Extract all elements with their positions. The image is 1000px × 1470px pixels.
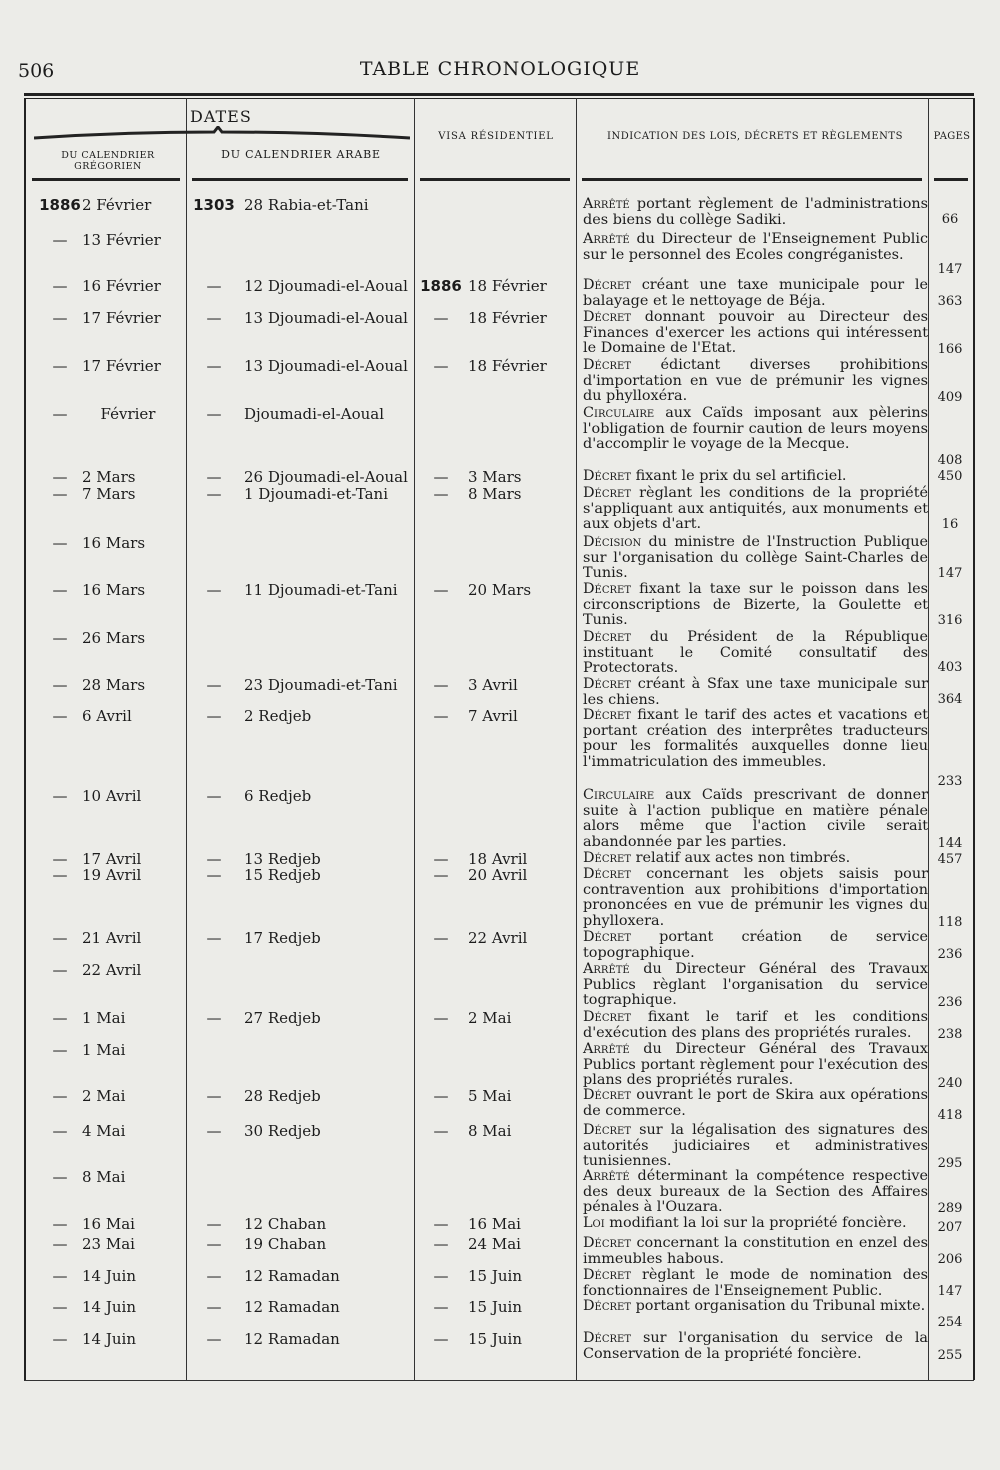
arab-date: 1 Djoumadi-et-Tani xyxy=(244,485,388,503)
entry-text: sur la légalisation des signatures des autorités judiciaires et administratives tunisiennes. xyxy=(583,1122,929,1170)
entry-description xyxy=(583,630,928,677)
page-reference: 289 xyxy=(937,1201,963,1216)
gregorian-date: 16 Mai xyxy=(82,1215,135,1233)
visa-year: — xyxy=(433,1087,449,1105)
arab-date: 28 Rabia-et-Tani xyxy=(244,196,369,214)
arab-date: 30 Redjeb xyxy=(244,1122,321,1140)
arab-date: 23 Djoumadi-et-Tani xyxy=(244,676,398,694)
gregorian-year: — xyxy=(52,1168,68,1186)
gregorian-date: 13 Février xyxy=(82,231,161,249)
gregorian-date: 28 Mars xyxy=(82,676,146,694)
entry-keyword: Circulaire xyxy=(583,405,655,421)
arab-date: 27 Redjeb xyxy=(244,1009,321,1027)
arab-date: 13 Djoumadi-el-Aoual xyxy=(244,309,408,327)
entry-description xyxy=(583,1331,928,1362)
entry-text: modifiant la loi sur la propriété foncière. xyxy=(609,1215,907,1231)
arab-year: — xyxy=(206,707,222,725)
visa-date: 15 Juin xyxy=(468,1267,522,1285)
entry-keyword: Arrêté xyxy=(583,231,630,247)
entry-description xyxy=(583,867,928,929)
entry-keyword: Arrêté xyxy=(583,196,630,212)
entry-description xyxy=(583,1088,928,1119)
entry-keyword: Décision xyxy=(583,534,642,550)
visa-date: 18 Février xyxy=(468,357,547,375)
page-reference: 255 xyxy=(937,1348,963,1363)
visa-year: — xyxy=(433,357,449,375)
page-reference: 418 xyxy=(937,1108,963,1123)
gregorian-date: 19 Avril xyxy=(82,866,142,884)
entry-text: aux Caïds imposant aux pèlerins l'obligation de fournir caution de leurs moyens d'accomplir le voyage de la Mecque. xyxy=(583,405,929,453)
entry-description xyxy=(583,1268,928,1299)
header-rule xyxy=(582,178,922,181)
arab-date: 15 Redjeb xyxy=(244,866,321,884)
gregorian-date: 17 Avril xyxy=(82,850,142,868)
arab-year: — xyxy=(206,850,222,868)
visa-date: 18 Février xyxy=(468,277,547,295)
arab-date: 12 Djoumadi-el-Aoual xyxy=(244,277,408,295)
arab-date: 2 Redjeb xyxy=(244,707,312,725)
entry-text: portant règlement de l'administrations des biens du collège Sadiki. xyxy=(583,196,929,228)
gregorian-date: 2 Mars xyxy=(82,468,136,486)
dates-brace xyxy=(34,126,410,140)
entry-keyword: Arrêté xyxy=(583,1041,630,1057)
gregorian-year: — xyxy=(52,357,68,375)
gregorian-year: — xyxy=(52,1215,68,1233)
page-reference: 240 xyxy=(937,1076,963,1091)
entry-keyword: Décret xyxy=(583,485,631,501)
entry-text: aux Caïds prescrivant de donner suite à l'action publique en matière pénale alors même que l'action civile serait abandonnée par les parties. xyxy=(583,787,928,850)
page-reference: 166 xyxy=(937,342,963,357)
arab-date: 19 Chaban xyxy=(244,1235,327,1253)
visa-year: — xyxy=(433,1298,449,1316)
arab-date: 12 Ramadan xyxy=(244,1267,340,1285)
table-right-border xyxy=(973,98,975,1380)
gregorian-year: — xyxy=(52,231,68,249)
visa-date: 16 Mai xyxy=(468,1215,521,1233)
page-reference: 66 xyxy=(941,212,959,227)
visa-date: 18 Février xyxy=(468,309,547,327)
gregorian-date: 8 Mai xyxy=(82,1168,126,1186)
gregorian-date: 1 Mai xyxy=(82,1041,126,1059)
gregorian-date: 14 Juin xyxy=(82,1298,136,1316)
page-reference: 408 xyxy=(937,453,963,468)
entry-keyword: Décret xyxy=(583,866,631,882)
entry-description xyxy=(583,1169,928,1216)
entry-description xyxy=(583,851,928,867)
header-rule xyxy=(420,178,570,181)
header-rule xyxy=(32,178,180,181)
visa-year: — xyxy=(433,676,449,694)
gregorian-year: — xyxy=(52,405,68,423)
entry-description xyxy=(583,1123,928,1170)
gregorian-date: 2 Mai xyxy=(82,1087,126,1105)
entry-keyword: Décret xyxy=(583,1235,631,1251)
arab-year: — xyxy=(206,1122,222,1140)
entry-keyword: Décret xyxy=(583,629,631,645)
page-reference: 147 xyxy=(937,1284,963,1299)
visa-date: 15 Juin xyxy=(468,1298,522,1316)
visa-date: 2 Mai xyxy=(468,1009,512,1027)
entry-description xyxy=(583,358,928,405)
entry-description xyxy=(583,582,928,629)
entry-description xyxy=(583,310,928,357)
page-reference: 316 xyxy=(937,613,963,628)
arab-date: 12 Ramadan xyxy=(244,1298,340,1316)
gregorian-date: 10 Avril xyxy=(82,787,142,805)
entry-text: concernant les objets saisis pour contravention aux prohibitions d'importation prononcées en vue de prémunir les vignes du phylloxera. xyxy=(583,866,928,929)
visa-year: — xyxy=(433,1330,449,1348)
arab-date: 13 Redjeb xyxy=(244,850,321,868)
visa-date: 22 Avril xyxy=(468,929,528,947)
arab-year: — xyxy=(206,277,222,295)
gregorian-date: 21 Avril xyxy=(82,929,142,947)
visa-date: 24 Mai xyxy=(468,1235,521,1253)
entry-text: créant une taxe municipale pour le balayage et le nettoyage de Béja. xyxy=(583,277,928,309)
visa-date: 8 Mars xyxy=(468,485,522,503)
entry-keyword: Décret xyxy=(583,581,631,597)
gregorian-date: 14 Juin xyxy=(82,1330,136,1348)
visa-date: 20 Mars xyxy=(468,581,532,599)
entry-keyword: Décret xyxy=(583,309,631,325)
entry-text: fixant la taxe sur le poisson dans les circonscriptions de Bizerte, la Goulette et Tunis. xyxy=(583,581,928,629)
table-top-rule xyxy=(24,93,974,96)
entry-keyword: Décret xyxy=(583,929,631,945)
entry-text: relatif aux actes non timbrés. xyxy=(635,850,851,866)
gregorian-year: — xyxy=(52,629,68,647)
visa-year: — xyxy=(433,485,449,503)
arab-date: 26 Djoumadi-el-Aoual xyxy=(244,468,408,486)
page-reference: 16 xyxy=(941,517,959,532)
gregorian-year: — xyxy=(52,534,68,552)
arab-date: 28 Redjeb xyxy=(244,1087,321,1105)
gregorian-year: — xyxy=(52,485,68,503)
entry-keyword: Circulaire xyxy=(583,787,655,803)
header-pages: PAGES xyxy=(933,131,971,142)
entry-description xyxy=(583,1042,928,1089)
entry-description xyxy=(583,232,928,263)
gregorian-year: — xyxy=(52,1041,68,1059)
page-reference: 364 xyxy=(937,692,963,707)
arab-year: — xyxy=(206,787,222,805)
gregorian-year: — xyxy=(52,309,68,327)
entry-text: concernant la constitution en enzel des immeubles habous. xyxy=(583,1235,928,1267)
gregorian-date: 7 Mars xyxy=(82,485,136,503)
visa-date: 15 Juin xyxy=(468,1330,522,1348)
entry-keyword: Décret xyxy=(583,468,631,484)
entry-text: du Directeur Général des Travaux Publics portant règlement pour l'exécution des plans des propriétés rurales. xyxy=(583,1041,928,1089)
gregorian-year: 1886 xyxy=(39,196,81,214)
visa-date: 7 Avril xyxy=(468,707,518,725)
page-reference: 457 xyxy=(937,852,963,867)
gregorian-year: — xyxy=(52,1267,68,1285)
page-reference: 254 xyxy=(937,1315,963,1330)
page-reference: 450 xyxy=(937,469,963,484)
visa-year: — xyxy=(433,1009,449,1027)
arab-year: — xyxy=(206,1009,222,1027)
entry-keyword: Décret xyxy=(583,1267,631,1283)
gregorian-date: 17 Février xyxy=(82,309,161,327)
entry-keyword: Décret xyxy=(583,1330,631,1346)
entry-description xyxy=(583,677,928,708)
entry-text: ouvrant le port de Skira aux opérations de commerce. xyxy=(583,1087,929,1119)
entry-description xyxy=(583,535,928,582)
page-title: TABLE CHRONOLOGIQUE xyxy=(359,58,641,80)
entry-keyword: Décret xyxy=(583,357,631,373)
table-left-border xyxy=(24,98,26,1380)
column-divider xyxy=(414,98,415,1380)
gregorian-date: 16 Mars xyxy=(82,534,146,552)
entry-keyword: Décret xyxy=(583,1122,631,1138)
page-reference: 144 xyxy=(937,836,963,851)
gregorian-year: — xyxy=(52,929,68,947)
entry-description xyxy=(583,486,928,533)
entry-text: fixant le prix du sel artificiel. xyxy=(635,468,847,484)
page-reference: 147 xyxy=(937,262,963,277)
gregorian-year: — xyxy=(52,961,68,979)
page-reference: 118 xyxy=(937,915,963,930)
page-reference: 233 xyxy=(937,774,963,789)
visa-date: 5 Mai xyxy=(468,1087,512,1105)
entry-text: portant organisation du Tribunal mixte. xyxy=(635,1298,926,1314)
page-reference: 295 xyxy=(937,1156,963,1171)
entry-keyword: Décret xyxy=(583,277,631,293)
arab-year: — xyxy=(206,1215,222,1233)
arab-year: — xyxy=(206,929,222,947)
gregorian-year: — xyxy=(52,581,68,599)
arab-year: — xyxy=(206,676,222,694)
visa-year: — xyxy=(433,1215,449,1233)
visa-year: — xyxy=(433,866,449,884)
entry-keyword: Décret xyxy=(583,850,631,866)
entry-description xyxy=(583,708,928,770)
arab-year: — xyxy=(206,357,222,375)
page-reference: 363 xyxy=(937,294,963,309)
header-gregorian: DU CALENDRIER GRÉGORIEN xyxy=(61,150,155,172)
visa-year: 1886 xyxy=(420,277,462,295)
gregorian-year: — xyxy=(52,1330,68,1348)
entry-description xyxy=(583,1236,928,1267)
column-divider xyxy=(928,98,929,1380)
page-reference: 207 xyxy=(937,1220,963,1235)
table-bottom-rule xyxy=(24,1380,974,1381)
arab-date: 11 Djoumadi-et-Tani xyxy=(244,581,398,599)
entry-text: du ministre de l'Instruction Publique sur l'organisation du collège Saint-Charles de Tunis. xyxy=(583,534,928,582)
entry-keyword: Loi xyxy=(583,1215,605,1231)
entry-text: fixant le tarif des actes et vacations et portant création des interprêtes traducteurs pour les formalités auxquelles donne lieu l'immatriculation des immeubles. xyxy=(583,707,929,770)
gregorian-date: 14 Juin xyxy=(82,1267,136,1285)
header-arab: DU CALENDRIER ARABE xyxy=(221,148,381,161)
header-dates: DATES xyxy=(190,107,252,126)
visa-date: 3 Mars xyxy=(468,468,522,486)
entry-text: déterminant la compétence respective des deux bureaux de la Section des Affaires pénales à l'Ouzara. xyxy=(583,1168,928,1216)
gregorian-date: 1 Mai xyxy=(82,1009,126,1027)
gregorian-date: 2 Février xyxy=(82,196,152,214)
gregorian-year: — xyxy=(52,468,68,486)
visa-date: 20 Avril xyxy=(468,866,528,884)
entry-keyword: Décret xyxy=(583,1298,631,1314)
gregorian-date: 22 Avril xyxy=(82,961,142,979)
header-visa: VISA RÉSIDENTIEL xyxy=(438,131,554,142)
entry-text: portant création de service topographique. xyxy=(583,929,929,961)
entry-text: du Directeur de l'Enseignement Public sur le personnel des Ecoles congréganistes. xyxy=(583,231,928,263)
visa-date: 3 Avril xyxy=(468,676,518,694)
gregorian-date: Février xyxy=(100,405,156,423)
entry-text: fixant le tarif et les conditions d'exécution des plans des propriétés rurales. xyxy=(583,1009,928,1041)
entry-text: règlant les conditions de la propriété s'appliquant aux antiquités, aux monuments et aux objets d'art. xyxy=(583,485,929,533)
entry-text: du Directeur Général des Travaux Publics règlant l'organisation du service tographique. xyxy=(583,961,928,1009)
page-reference: 236 xyxy=(937,947,963,962)
arab-date: 12 Ramadan xyxy=(244,1330,340,1348)
entry-description xyxy=(583,962,928,1009)
entry-text: créant à Sfax une taxe municipale sur les chiens. xyxy=(583,676,928,708)
gregorian-year: — xyxy=(52,676,68,694)
gregorian-date: 17 Février xyxy=(82,357,161,375)
gregorian-year: — xyxy=(52,1122,68,1140)
entry-description xyxy=(583,1299,928,1315)
gregorian-date: 23 Mai xyxy=(82,1235,135,1253)
gregorian-year: — xyxy=(52,850,68,868)
gregorian-year: — xyxy=(52,787,68,805)
arab-year: — xyxy=(206,1330,222,1348)
entry-description xyxy=(583,930,928,961)
page-reference: 147 xyxy=(937,566,963,581)
entry-description xyxy=(583,278,928,309)
entry-keyword: Arrêté xyxy=(583,1168,630,1184)
header-rule xyxy=(192,178,408,181)
entry-keyword: Décret xyxy=(583,707,631,723)
entry-keyword: Arrêté xyxy=(583,961,630,977)
visa-year: — xyxy=(433,1267,449,1285)
arab-date: Djoumadi-el-Aoual xyxy=(244,405,385,423)
entry-description xyxy=(583,1216,928,1232)
arab-year: — xyxy=(206,1087,222,1105)
page-reference: 236 xyxy=(937,995,963,1010)
page-reference: 409 xyxy=(937,390,963,405)
arab-date: 12 Chaban xyxy=(244,1215,327,1233)
gregorian-year: — xyxy=(52,277,68,295)
visa-date: 8 Mai xyxy=(468,1122,512,1140)
entry-text: édictant diverses prohibitions d'importation en vue de prémunir les vignes du phylloxéra. xyxy=(583,357,928,405)
entry-description xyxy=(583,469,928,485)
arab-year: 1303 xyxy=(193,196,235,214)
header-rule xyxy=(934,178,968,181)
arab-year: — xyxy=(206,468,222,486)
page-reference: 238 xyxy=(937,1027,963,1042)
entry-text: sur l'organisation du service de la Conservation de la propriété foncière. xyxy=(583,1330,928,1362)
gregorian-year: — xyxy=(52,1009,68,1027)
arab-year: — xyxy=(206,1235,222,1253)
arab-date: 17 Redjeb xyxy=(244,929,321,947)
page-reference: 403 xyxy=(937,660,963,675)
visa-year: — xyxy=(433,850,449,868)
entry-description xyxy=(583,406,928,453)
visa-year: — xyxy=(433,929,449,947)
visa-year: — xyxy=(433,1122,449,1140)
column-divider xyxy=(186,98,187,1380)
arab-date: 6 Redjeb xyxy=(244,787,312,805)
entry-text: règlant le mode de nomination des fonctionnaires de l'Enseignement Public. xyxy=(583,1267,928,1299)
visa-year: — xyxy=(433,1235,449,1253)
gregorian-year: — xyxy=(52,1235,68,1253)
visa-year: — xyxy=(433,581,449,599)
arab-year: — xyxy=(206,866,222,884)
entry-keyword: Décret xyxy=(583,1087,631,1103)
gregorian-year: — xyxy=(52,1298,68,1316)
arab-year: — xyxy=(206,405,222,423)
entry-keyword: Décret xyxy=(583,676,631,692)
gregorian-date: 26 Mars xyxy=(82,629,146,647)
gregorian-date: 16 Février xyxy=(82,277,161,295)
entry-text: du Président de la République instituant le Comité consultatif des Protectorats. xyxy=(583,629,928,677)
entry-description xyxy=(583,197,928,228)
visa-year: — xyxy=(433,468,449,486)
entry-description xyxy=(583,1010,928,1041)
column-divider xyxy=(576,98,577,1380)
arab-year: — xyxy=(206,1298,222,1316)
entry-description xyxy=(583,788,928,850)
arab-year: — xyxy=(206,1267,222,1285)
table-top-rule-thin xyxy=(24,98,974,99)
arab-year: — xyxy=(206,485,222,503)
gregorian-date: 16 Mars xyxy=(82,581,146,599)
gregorian-year: — xyxy=(52,707,68,725)
gregorian-year: — xyxy=(52,1087,68,1105)
arab-date: 13 Djoumadi-el-Aoual xyxy=(244,357,408,375)
visa-year: — xyxy=(433,309,449,327)
gregorian-year: — xyxy=(52,866,68,884)
gregorian-date: 6 Avril xyxy=(82,707,132,725)
arab-year: — xyxy=(206,581,222,599)
entry-keyword: Décret xyxy=(583,1009,631,1025)
entry-text: donnant pouvoir au Directeur des Finances d'exercer les actions qui intéressent le Domaine de l'Etat. xyxy=(583,309,929,357)
visa-year: — xyxy=(433,707,449,725)
visa-date: 18 Avril xyxy=(468,850,528,868)
gregorian-date: 4 Mai xyxy=(82,1122,126,1140)
page-reference: 206 xyxy=(937,1252,963,1267)
header-indication: INDICATION DES LOIS, DÉCRETS ET RÈGLEMENTS xyxy=(607,131,903,142)
arab-year: — xyxy=(206,309,222,327)
page-number: 506 xyxy=(18,60,55,82)
